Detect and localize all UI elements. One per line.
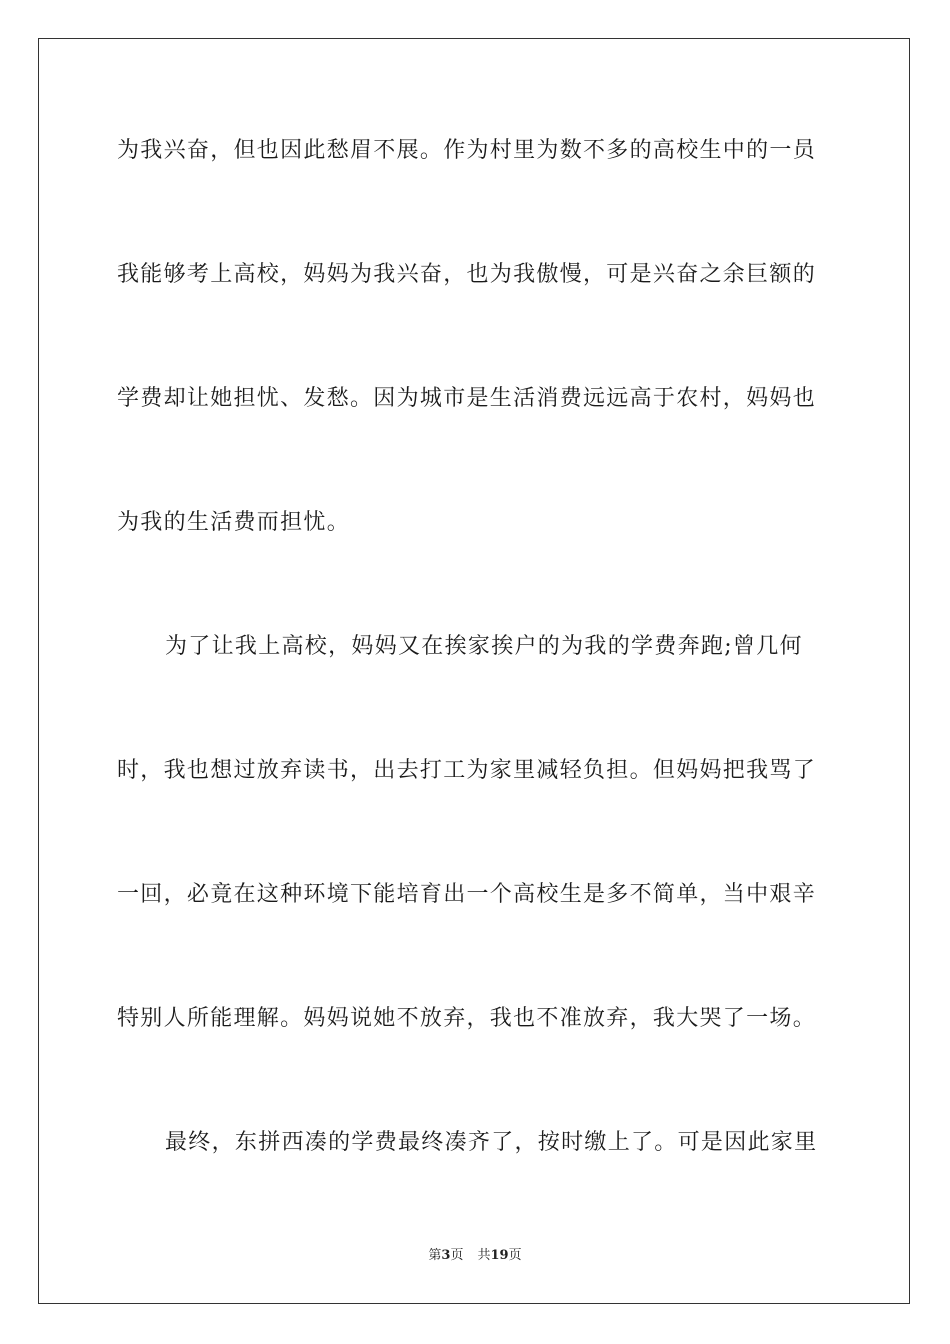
- text-line: 为我兴奋，但也因此愁眉不展。作为村里为数不多的高校生中的一员: [117, 138, 817, 163]
- text-line: 学费却让她担忧、发愁。因为城市是生活消费远远高于农村，妈妈也: [117, 386, 817, 411]
- page-prefix: 第: [428, 1248, 442, 1263]
- paragraph-first-line: 最终，东拼西凑的学费最终凑齐了，按时缴上了。可是因此家里: [165, 1130, 818, 1155]
- text-line: 时，我也想过放弃读书，出去打工为家里减轻负担。但妈妈把我骂了: [117, 758, 817, 783]
- text-line: 一回，必竟在这种环境下能培育出一个高校生是多不简单，当中艰辛: [117, 882, 817, 907]
- page-number: 3: [441, 1248, 451, 1263]
- total-pages: 19: [490, 1248, 509, 1263]
- paragraph-first-line: 为了让我上高校，妈妈又在挨家挨户的为我的学费奔跑;曾几何: [165, 634, 803, 659]
- text-line: 我能够考上高校，妈妈为我兴奋，也为我傲慢，可是兴奋之余巨额的: [117, 262, 817, 287]
- total-prefix: 共: [477, 1248, 491, 1263]
- text-line: 为我的生活费而担忧。: [117, 510, 351, 535]
- page-border: [38, 38, 910, 1304]
- page-footer: [0, 1247, 950, 1265]
- text-line: 特别人所能理解。妈妈说她不放弃，我也不准放弃，我大哭了一场。: [117, 1006, 817, 1031]
- total-suffix: 页: [508, 1248, 522, 1263]
- page-suffix: 页: [450, 1248, 464, 1263]
